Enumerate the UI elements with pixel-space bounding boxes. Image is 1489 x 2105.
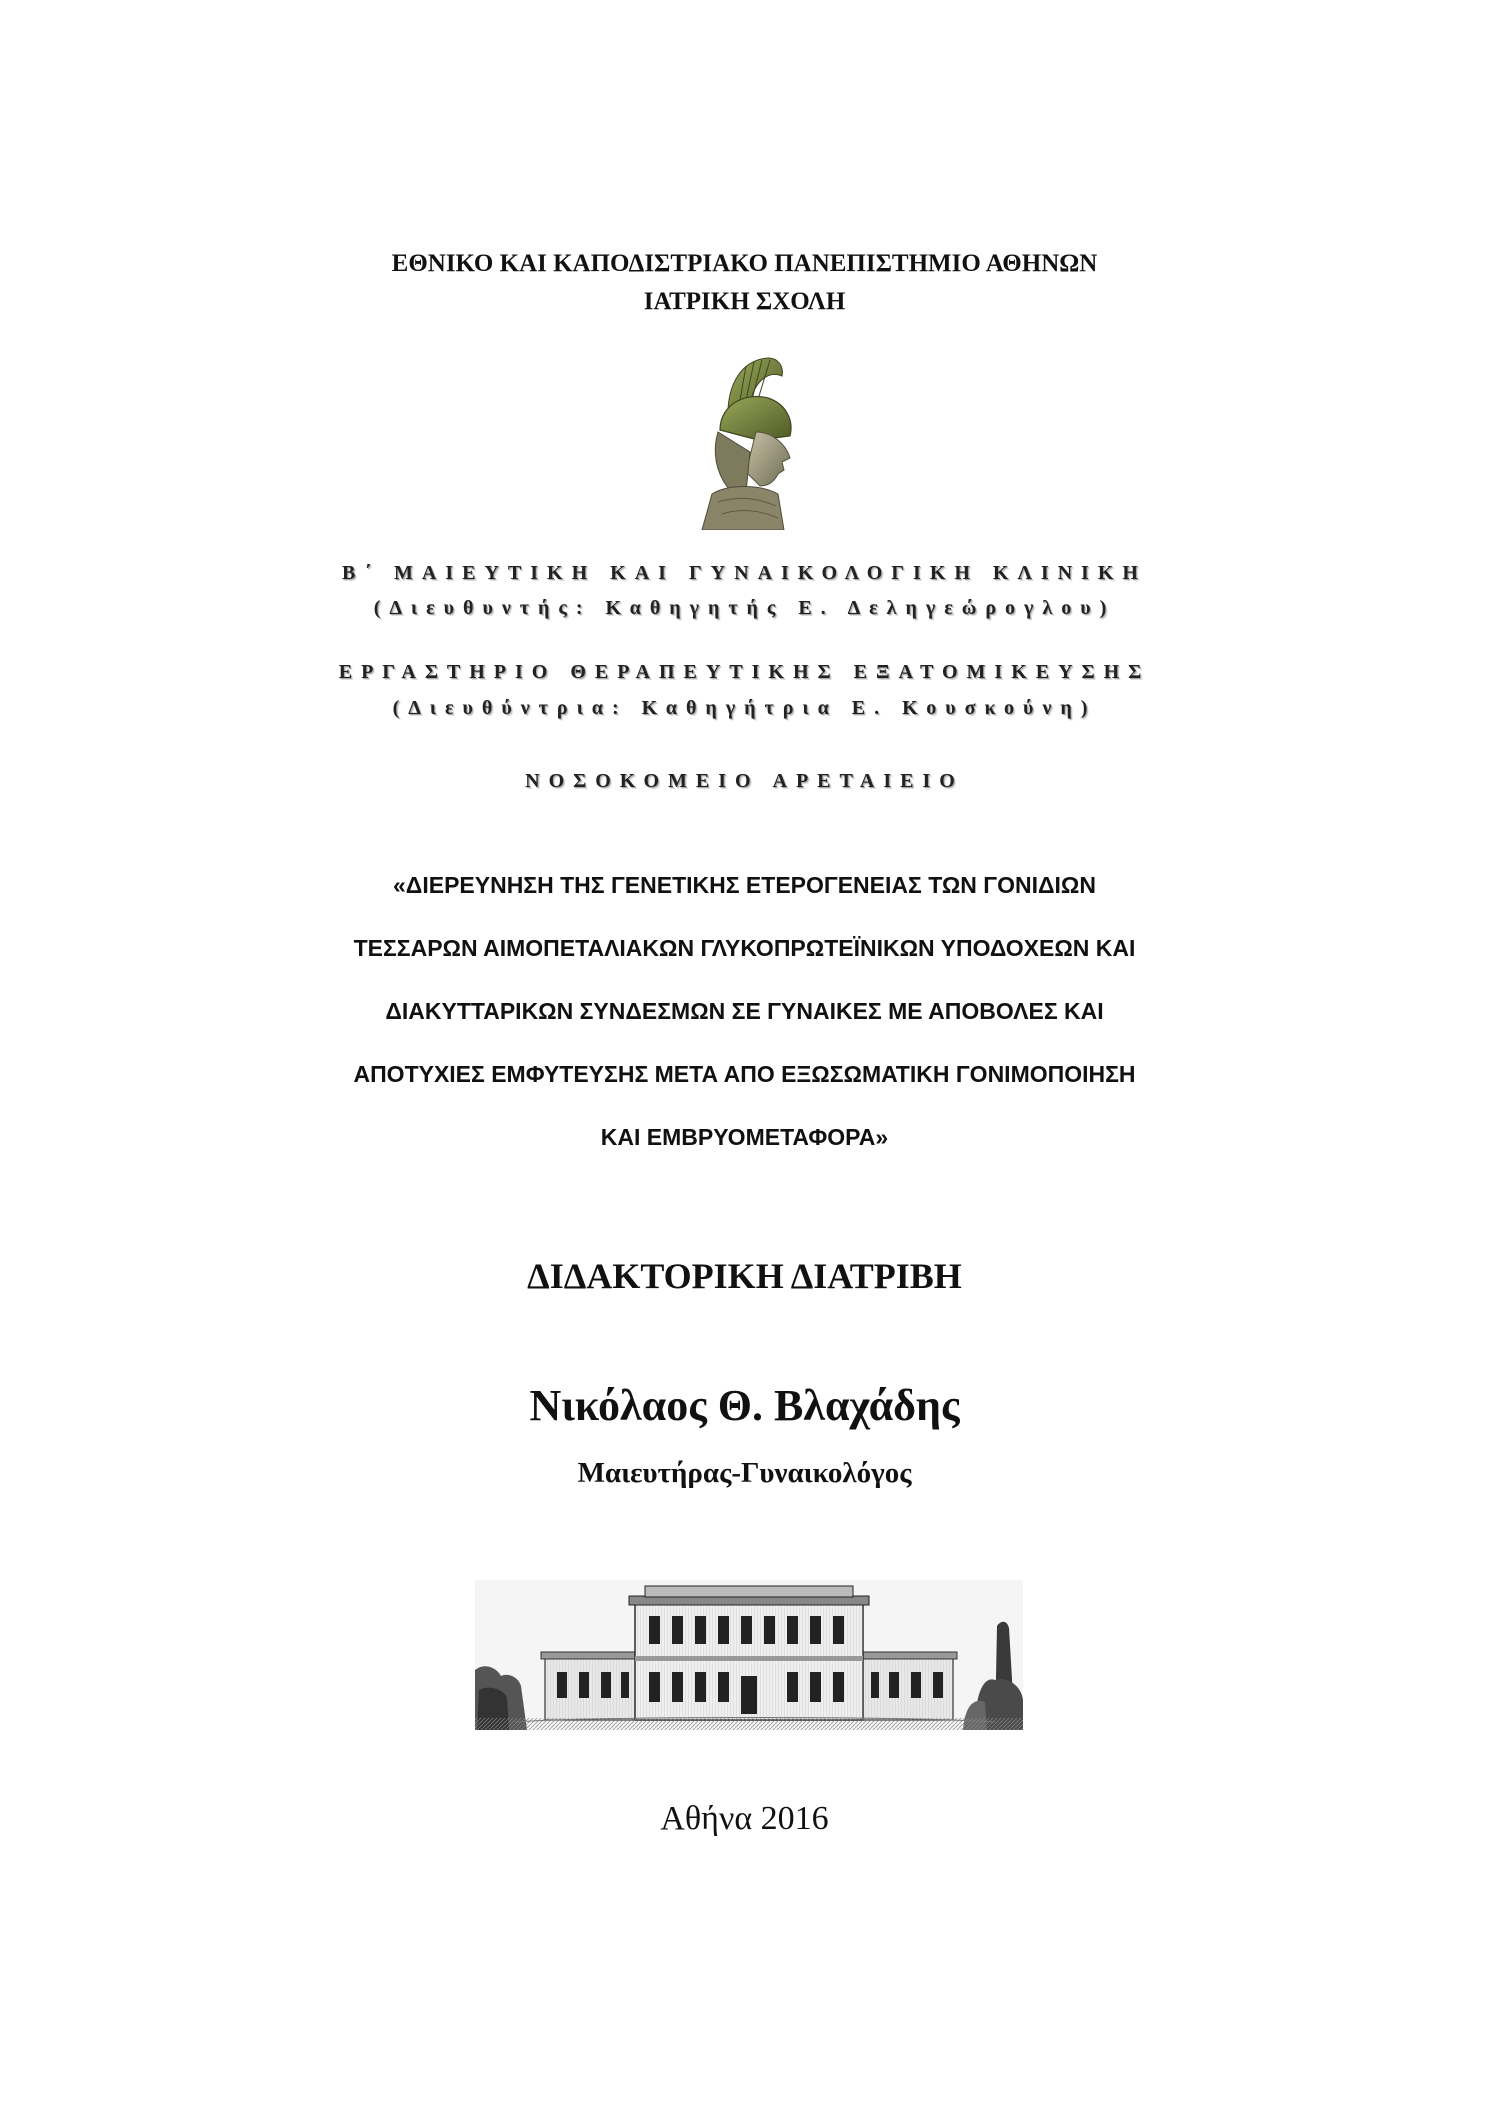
clinic-director: (Διευθυντής: Καθηγητής Ε. Δεληγεώρογλου) xyxy=(373,597,1116,619)
lab-director: (Διευθύντρια: Καθηγήτρια Ε. Κουσκούνη) xyxy=(392,697,1097,719)
author-role: Μαιευτήρας-Γυναικολόγος xyxy=(577,1457,912,1489)
hospital-name: ΝΟΣΟΚΟΜΕΙΟ ΑΡΕΤΑΙΕΙΟ xyxy=(525,770,964,792)
thesis-title-line: ΤΕΣΣΑΡΩΝ ΑΙΜΟΠΕΤΑΛΙΑΚΩΝ ΓΛΥΚΟΠΡΩΤΕΪΝΙΚΩΝ ΥΠΟΔΟΧΕΩΝ ΚΑΙ xyxy=(353,935,1136,961)
athena-helmet-icon xyxy=(698,352,808,530)
lab-name: ΕΡΓΑΣΤΗΡΙΟ ΘΕΡΑΠΕΥΤΙΚΗΣ ΕΞΑΤΟΜΙΚΕΥΣΗΣ xyxy=(338,661,1151,683)
university-name: ΕΘΝΙΚΟ ΚΑΙ ΚΑΠΟΔΙΣΤΡΙΑΚΟ ΠΑΝΕΠΙΣΤΗΜΙΟ ΑΘΗΝΩΝ xyxy=(391,250,1098,277)
hospital-building-icon xyxy=(475,1580,1023,1730)
thesis-title-line: ΑΠΟΤΥΧΙΕΣ ΕΜΦΥΤΕΥΣΗΣ ΜΕΤΑ ΑΠΟ ΕΞΩΣΩΜΑΤΙΚΗ ΓΟΝΙΜΟΠΟΙΗΣΗ xyxy=(353,1061,1136,1087)
school-name: ΙΑΤΡΙΚΗ ΣΧΟΛΗ xyxy=(643,288,846,315)
thesis-title-line: ΚΑΙ ΕΜΒΡΥΟΜΕΤΑΦΟΡΑ» xyxy=(600,1124,889,1150)
document-type: ΔΙΔΑΚΤΟΡΙΚΗ ΔΙΑΤΡΙΒΗ xyxy=(527,1256,962,1296)
author-name: Νικόλαος Θ. Βλαχάδης xyxy=(529,1381,960,1430)
thesis-title-line: «ΔΙΕΡΕΥΝΗΣΗ ΤΗΣ ΓΕΝΕΤΙΚΗΣ ΕΤΕΡΟΓΕΝΕΙΑΣ ΤΩΝ ΓΟΝΙΔΙΩΝ xyxy=(393,872,1096,898)
clinic-name: Β΄ ΜΑΙΕΥΤΙΚΗ ΚΑΙ ΓΥΝΑΙΚΟΛΟΓΙΚΗ ΚΛΙΝΙΚΗ xyxy=(342,562,1147,584)
place-and-year: Αθήνα 2016 xyxy=(660,1800,829,1837)
thesis-title-line: ΔΙΑΚΥΤΤΑΡΙΚΩΝ ΣΥΝΔΕΣΜΩΝ ΣΕ ΓΥΝΑΙΚΕΣ ΜΕ ΑΠΟΒΟΛΕΣ ΚΑΙ xyxy=(385,998,1104,1024)
